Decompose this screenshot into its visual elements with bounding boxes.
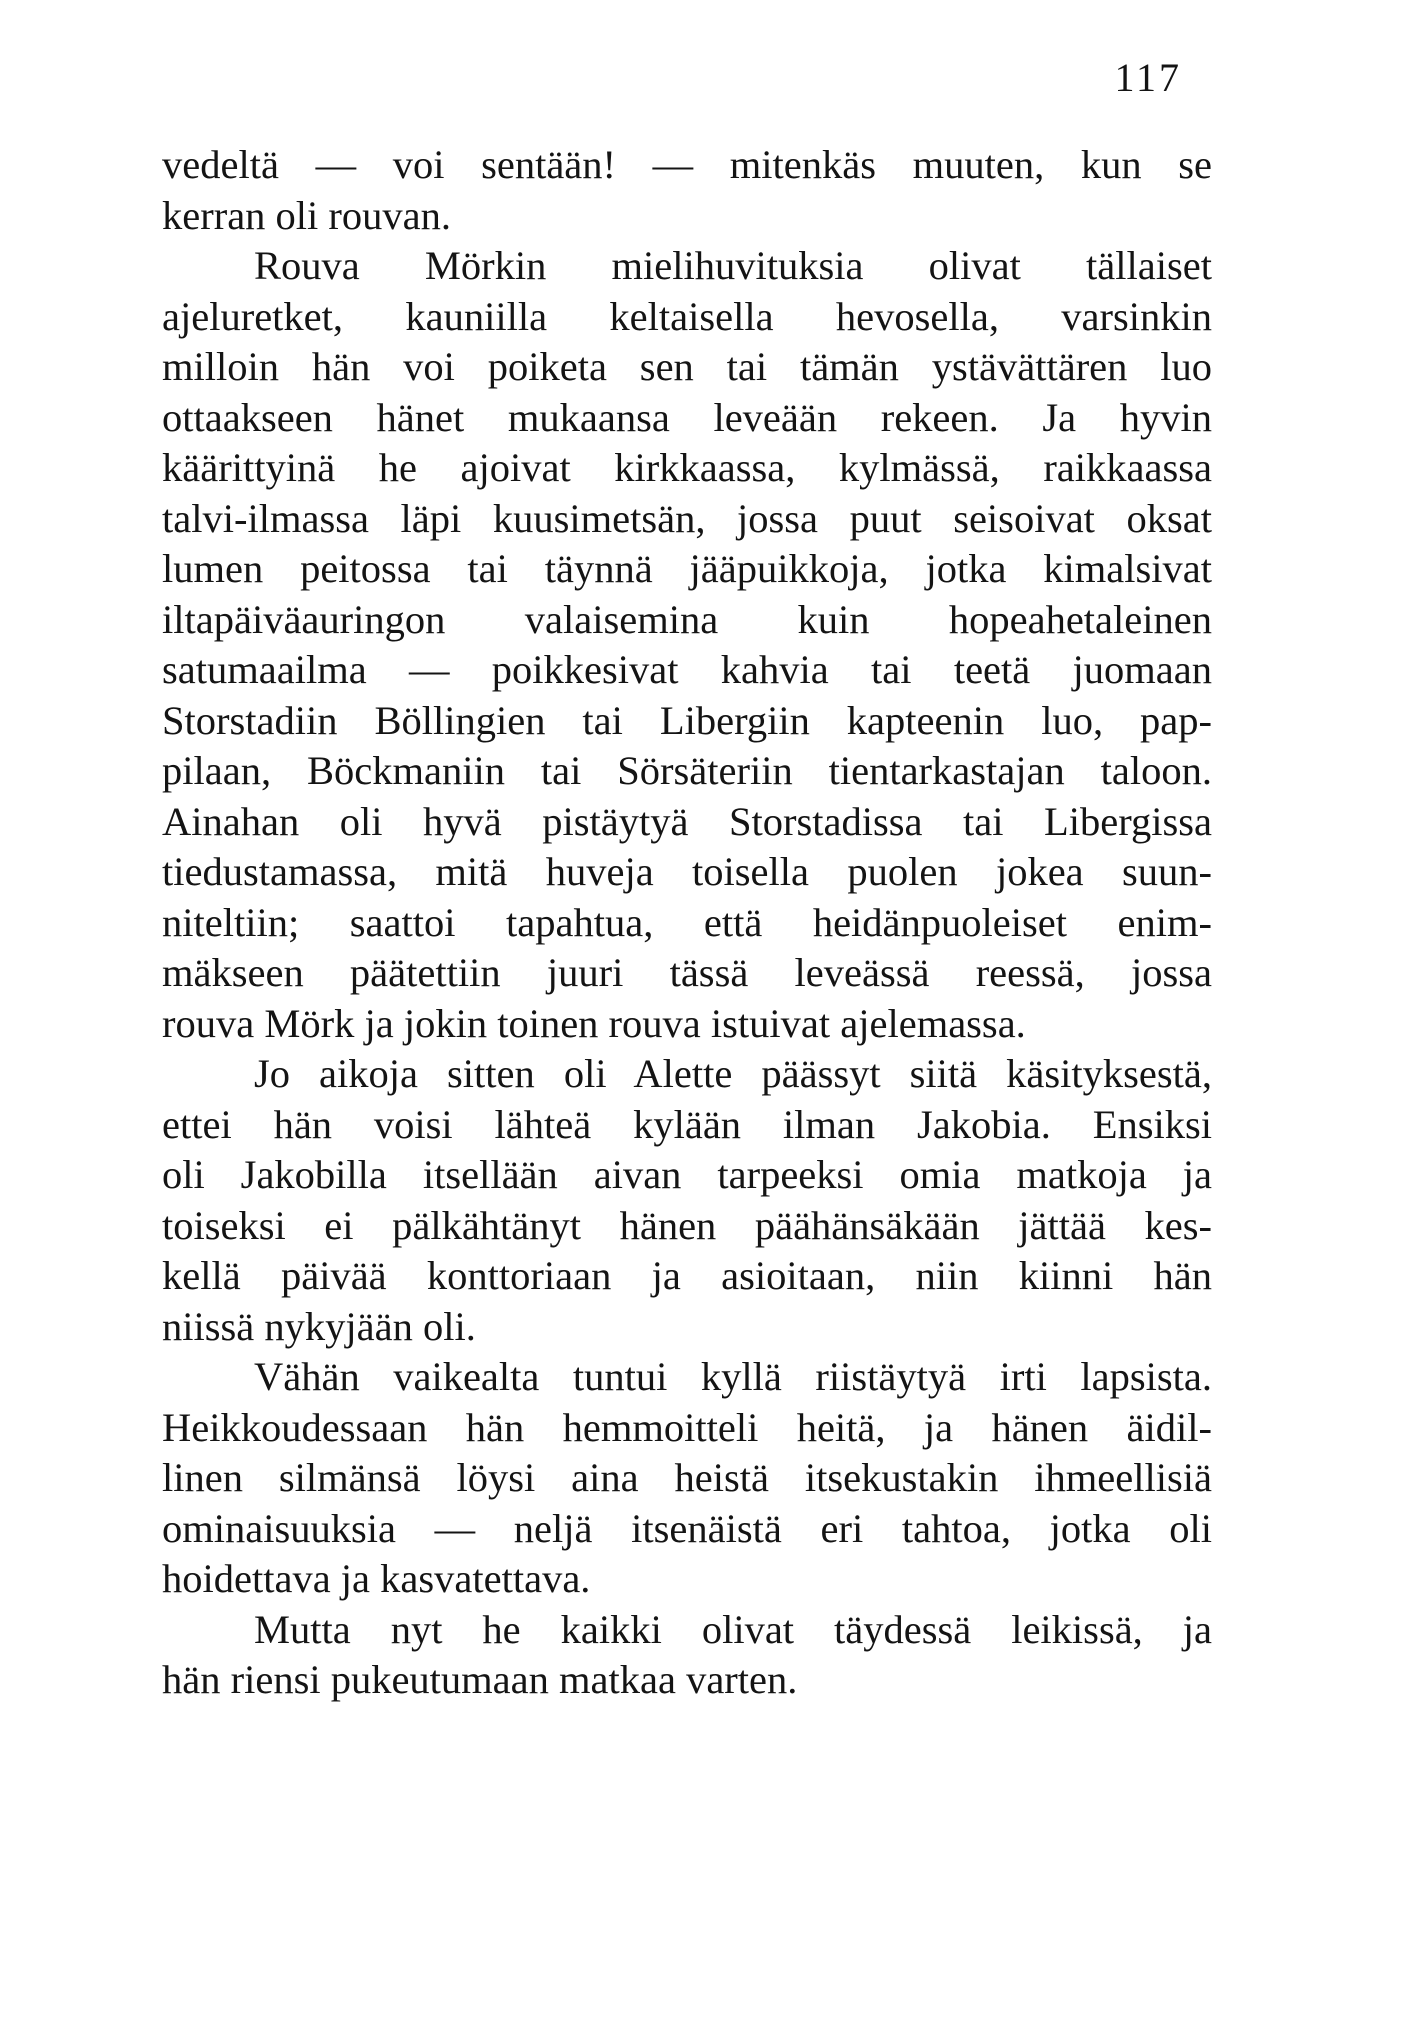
text-line: ajeluretket, kauniilla keltaisella hevosella, varsinkin (162, 293, 1212, 339)
text-line: kerran oli rouvan. (162, 192, 452, 238)
text-line: Jo aikoja sitten oli Alette päässyt siitä käsityksestä, (254, 1051, 1212, 1096)
paragraph (162, 1049, 1212, 1352)
text-line: kellä päivää konttoriaan ja asioitaan, niin kiinni hän (162, 1253, 1212, 1298)
text-line: linen silmänsä löysi aina heistä itsekustakin ihmeellisiä (162, 1455, 1212, 1500)
text-line: Storstadiin Böllingien tai Libergiin kapteenin luo, pap- (162, 697, 1212, 743)
text-line: Heikkoudessaan hän hemmoitteli heitä, ja hänen äidil- (162, 1404, 1212, 1450)
body-text (162, 140, 1212, 1706)
paragraph (162, 241, 1212, 1049)
paragraph (162, 140, 1212, 241)
text-line: ottaakseen hänet mukaansa leveään rekeen. Ja hyvin (162, 394, 1212, 440)
text-line: käärittyinä he ajoivat kirkkaassa, kylmässä, raikkaassa (162, 445, 1212, 490)
text-line: tiedustamassa, mitä huveja toisella puolen jokea suun- (162, 849, 1212, 894)
text-line: Vähän vaikealta tuntui kyllä riistäytyä irti lapsista. (254, 1354, 1212, 1399)
text-line: ettei hän voisi lähteä kylään ilman Jakobia. Ensiksi (162, 1101, 1212, 1147)
text-line: oli Jakobilla itsellään aivan tarpeeksi omia matkoja ja (162, 1152, 1212, 1197)
text-line: satumaailma — poikkesivat kahvia tai teetä juomaan (162, 647, 1212, 692)
text-line: toiseksi ei pälkähtänyt hänen päähänsäkään jättää kes- (162, 1202, 1212, 1248)
text-line: mäkseen päätettiin juuri tässä leveässä reessä, jossa (162, 950, 1212, 995)
text-line: pilaan, Böckmaniin tai Sörsäteriin tientarkastajan taloon. (162, 748, 1212, 793)
paragraph (162, 1605, 1212, 1706)
text-line: vedeltä — voi sentään! — mitenkäs muuten, kun se (162, 142, 1212, 187)
page-number: 117 (1114, 55, 1182, 100)
text-line: hän riensi pukeutumaan matkaa varten. (162, 1657, 798, 1702)
text-line: Mutta nyt he kaikki olivat täydessä leikissä, ja (254, 1606, 1212, 1652)
text-line: niissä nykyjään oli. (162, 1303, 476, 1349)
text-line: rouva Mörk ja jokin toinen rouva istuivat ajelemassa. (162, 1000, 1026, 1046)
text-line: iltapäiväauringon valaisemina kuin hopeahetaleinen (162, 596, 1212, 642)
text-line: Rouva Mörkin mielihuvituksia olivat tällaiset (254, 243, 1212, 288)
text-line: talvi-ilmassa läpi kuusimetsän, jossa puut seisoivat oksat (162, 495, 1212, 541)
text-line: hoidettava ja kasvatettava. (162, 1556, 591, 1601)
text-line: milloin hän voi poiketa sen tai tämän ystävättären luo (162, 344, 1212, 389)
text-line: ominaisuuksia — neljä itsenäistä eri tahtoa, jotka oli (162, 1505, 1212, 1551)
text-line: Ainahan oli hyvä pistäytyä Storstadissa tai Libergissa (162, 798, 1212, 844)
paragraph (162, 1352, 1212, 1605)
text-line: lumen peitossa tai täynnä jääpuikkoja, jotka kimalsivat (162, 546, 1212, 591)
text-line: niteltiin; saattoi tapahtua, että heidänpuoleiset enim- (162, 899, 1212, 945)
